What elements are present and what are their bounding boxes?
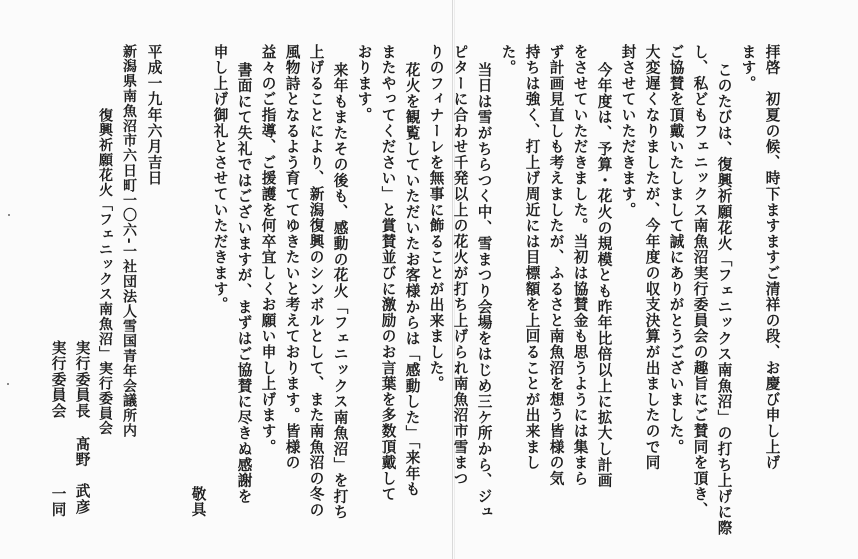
- sender-organization: 復興祈願花火「フェニックス南魚沼」実行委員会: [97, 108, 113, 436]
- committee-name: 実行委員会: [49, 340, 67, 419]
- letter-line: 花火を観覧していただいたお客様からは「感動した」「来年も: [403, 62, 421, 498]
- letter-line: 上げることにより、新潟復興のシンボルとして、また南魚沼の冬の: [307, 44, 325, 518]
- closing-keigu: 敬具: [189, 486, 207, 518]
- sender-address: 新潟県南魚沼市六日町一〇六-一社団法人雪国青年会議所内: [121, 44, 137, 439]
- committee-all: 一同: [49, 486, 67, 518]
- letter-line: 来年もまたその後も、感動の花火「フェニックス南魚沼」を打ち: [331, 62, 349, 521]
- letter-line: 持ちは強く、打上げ周近には目標額を上回ることが出来まし: [523, 44, 541, 471]
- scan-speck: [7, 383, 9, 385]
- letter-line: りのフィナーレを無事に飾ることが出来ました。: [427, 44, 445, 392]
- chair-name: 髙野 武彦: [73, 436, 91, 515]
- letter-line: ご協賛を頂戴いたしまして誠にありがとうございました。: [667, 44, 685, 455]
- letter-line: 申し上げ御礼とさせていただきます。: [211, 44, 229, 313]
- letter-greeting: 拝啓 初夏の候、時下ますますご清祥の段、お慶び申し上げ: [763, 44, 781, 471]
- letter-line: 当日は雪がちらつく中、雪まつり会場をはじめ三ケ所から、ジュ: [475, 62, 493, 521]
- letter-line: ピターに合わせ千発以上の花火が打ち上げられ南魚沼市雪まつ: [451, 44, 469, 487]
- letter-line: 書面にて失礼ではございますが、まずはご協賛に尽きぬ感謝を: [235, 62, 253, 505]
- chair-title: 実行委員長: [73, 340, 91, 419]
- letter-line: 益々のご指導、ご援護を何卒宜しくお願い申し上げます。: [259, 44, 277, 455]
- letter-date: 平成一九年六月吉日: [145, 44, 163, 187]
- letter-line: た。: [499, 44, 517, 76]
- letter-line: ず計画見直しも考えましたが、ふるさと南魚沼を想う皆様の気: [547, 44, 565, 487]
- letter-line: このたびは、復興祈願花火「フェニックス南魚沼」の打ち上げに際: [715, 62, 733, 536]
- letter-line: またやってください」と賞賛並びに激励のお言葉を多数頂戴して: [379, 44, 397, 503]
- letter-line: し、私どもフェニックス南魚沼実行委員会の趣旨にご賛同を頂き、: [691, 44, 709, 518]
- letter-line: 封させていただきます。: [619, 44, 637, 218]
- scan-speck: [8, 214, 10, 216]
- letter-line: おります。: [355, 44, 373, 123]
- letter-line: ます。: [739, 44, 757, 92]
- letter-line: 風物詩となるよう育ててゆきたいと考えております。皆様の: [283, 44, 301, 471]
- letter-line: 今年度は、予算・花火の規模とも昨年比倍以上に拡大し計画: [595, 62, 613, 489]
- letter-line: 大変遅くなりましたが、今年度の収支決算が出ましたので同: [643, 44, 661, 471]
- letter-line: をさせていただきました。当初は協賛金も思うようには集まら: [571, 44, 589, 487]
